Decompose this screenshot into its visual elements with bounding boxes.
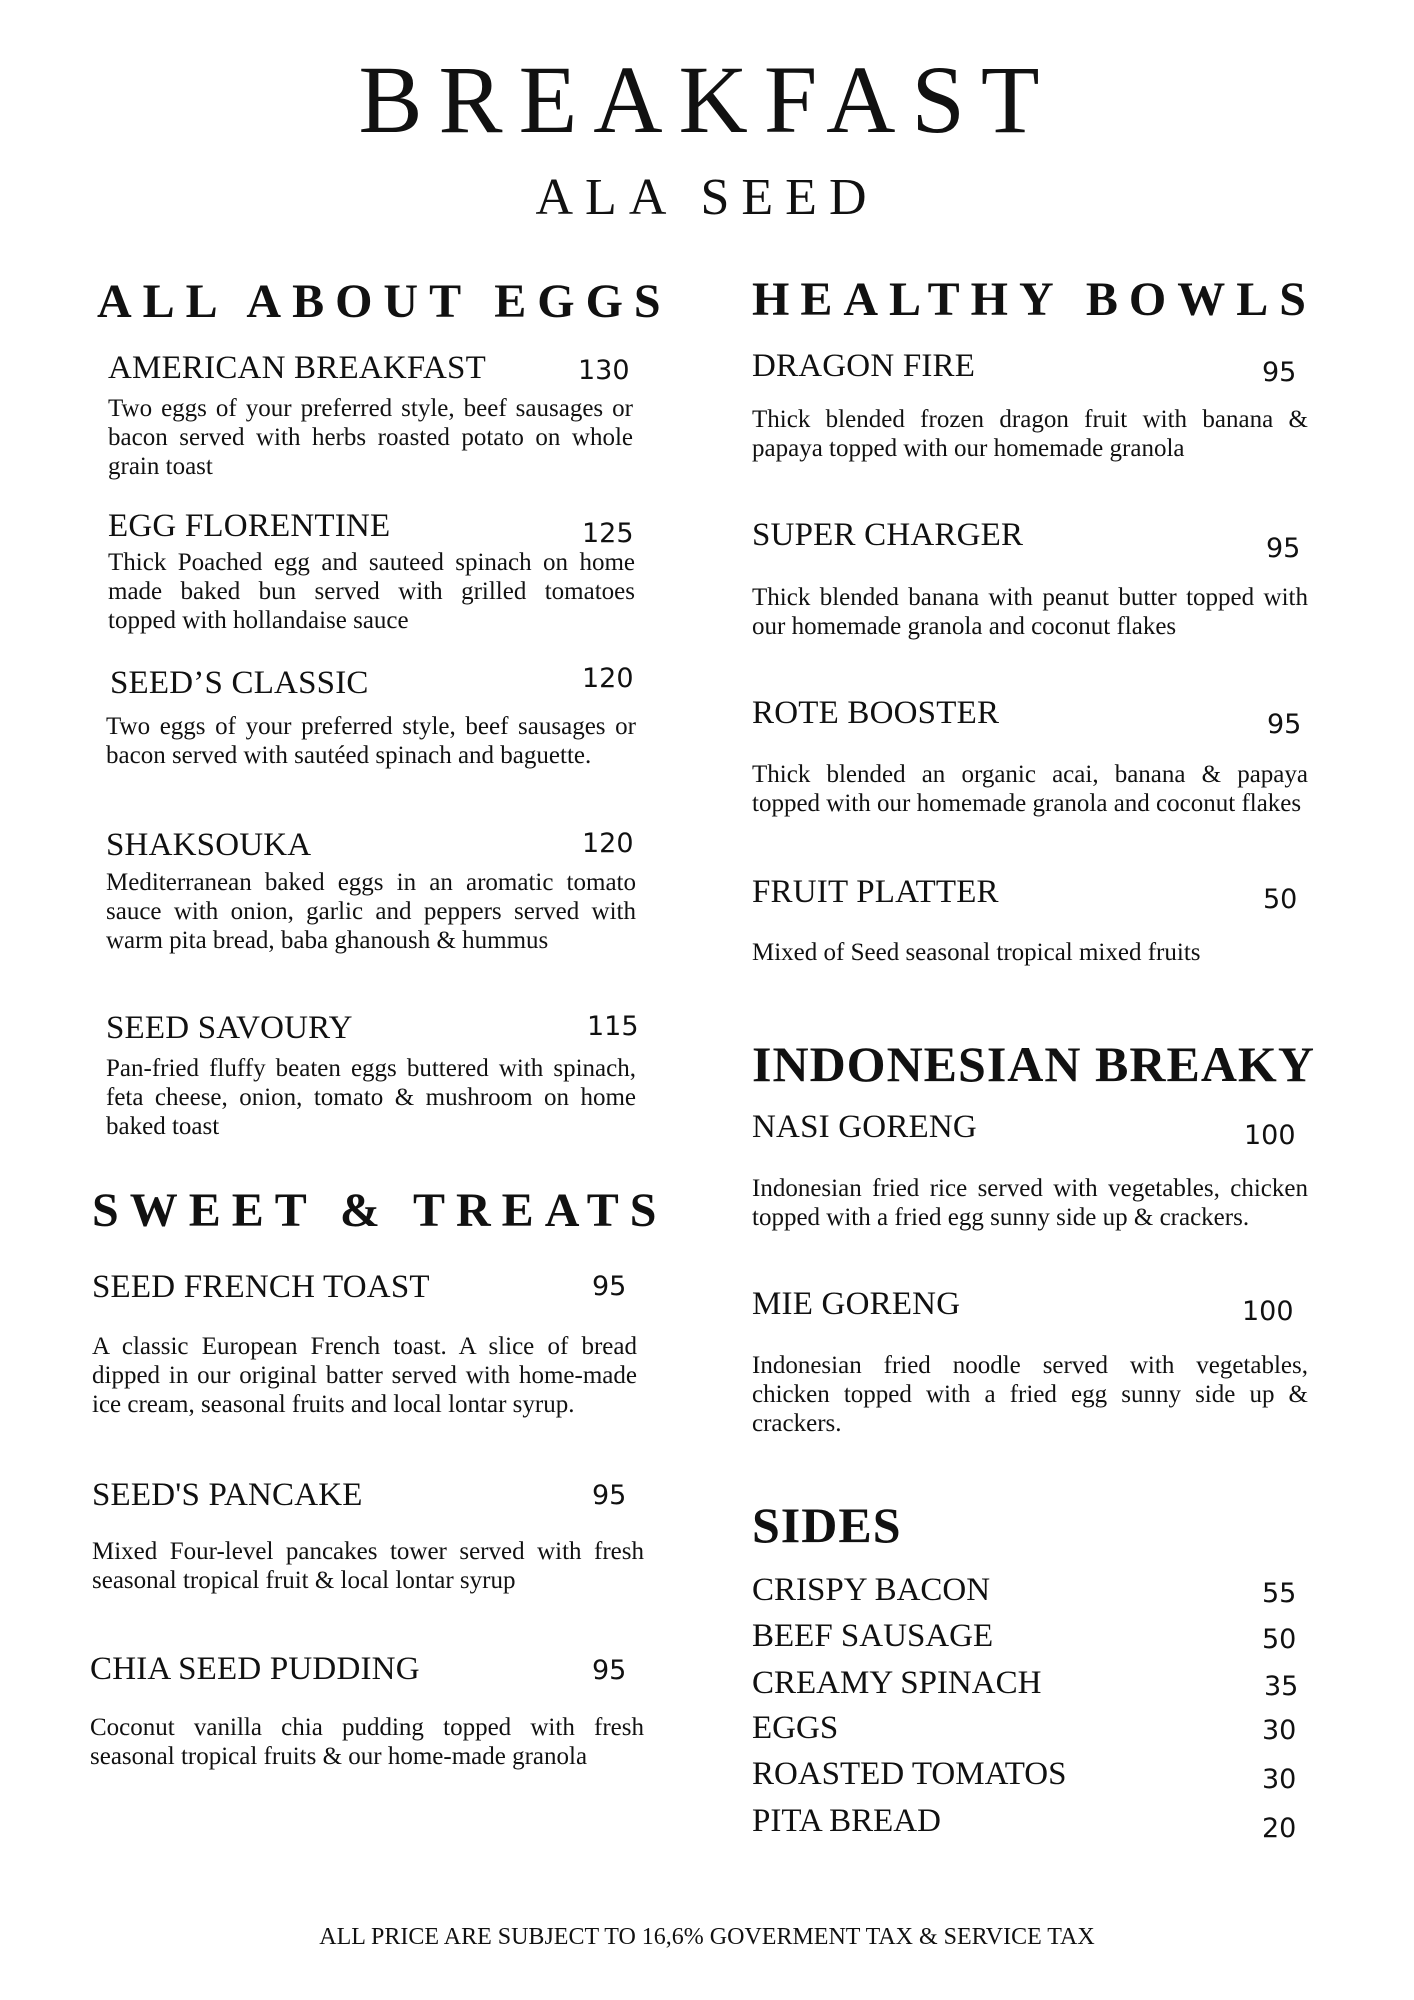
item-description: Two eggs of your preferred style, beef sausages or bacon served with herbs roasted potato on whole grain toast — [108, 395, 633, 480]
item-price: 55 — [1262, 1578, 1297, 1609]
item-price: 50 — [1262, 1624, 1297, 1655]
item-name: EGG FLORENTINE — [108, 508, 391, 544]
item-description: A classic European French toast. A slice of bread dipped in our original batter served with home-made ice cream, seasonal fruits and local lontar syrup. — [92, 1333, 637, 1418]
item-price: 95 — [592, 1480, 627, 1511]
item-name: CHIA SEED PUDDING — [90, 1651, 420, 1687]
item-price: 120 — [582, 663, 634, 694]
item-price: 30 — [1262, 1764, 1297, 1795]
item-name: ROASTED TOMATOS — [752, 1756, 1067, 1792]
item-price: 125 — [582, 518, 634, 549]
item-description: Thick blended an organic acai, banana & papaya topped with our homemade granola and coconut flakes — [752, 761, 1308, 817]
item-price: 120 — [582, 828, 634, 859]
item-price: 95 — [1266, 533, 1301, 564]
item-price: 35 — [1264, 1671, 1299, 1702]
item-price: 95 — [1267, 709, 1302, 740]
item-description: Indonesian fried rice served with vegetables, chicken topped with a fried egg sunny side up & crackers. — [752, 1175, 1308, 1231]
item-price: 130 — [578, 355, 630, 386]
item-name: EGGS — [752, 1710, 839, 1746]
item-name: CREAMY SPINACH — [752, 1665, 1042, 1701]
item-name: SEED FRENCH TOAST — [92, 1269, 430, 1305]
item-name: MIE GORENG — [752, 1286, 961, 1322]
item-description: Thick Poached egg and sauteed spinach on home made baked bun served with grilled tomatoes topped with hollandaise sauce — [108, 549, 635, 634]
section-title: ALL ABOUT EGGS — [97, 275, 672, 328]
section-title: SIDES — [752, 1497, 902, 1553]
item-price: 95 — [1262, 357, 1297, 388]
item-name: SEED SAVOURY — [106, 1010, 353, 1046]
section-title: SWEET & TREATS — [92, 1184, 668, 1237]
tax-notice: ALL PRICE ARE SUBJECT TO 16,6% GOVERMENT TAX & SERVICE TAX — [319, 1924, 1095, 1950]
item-description: Coconut vanilla chia pudding topped with fresh seasonal tropical fruits & our home-made granola — [90, 1714, 644, 1770]
item-description: Pan-fried fluffy beaten eggs buttered with spinach, feta cheese, onion, tomato & mushroom on home baked toast — [106, 1055, 636, 1140]
item-name: BEEF SAUSAGE — [752, 1618, 994, 1654]
item-name: SHAKSOUKA — [106, 827, 312, 863]
item-description: Indonesian fried noodle served with vegetables, chicken topped with a fried egg sunny side up & crackers. — [752, 1352, 1308, 1437]
item-price: 50 — [1263, 884, 1298, 915]
item-price: 20 — [1262, 1813, 1297, 1844]
item-name: SEED'S PANCAKE — [92, 1477, 363, 1513]
item-price: 115 — [587, 1011, 639, 1042]
section-title: HEALTHY BOWLS — [752, 273, 1317, 326]
item-name: SEED’S CLASSIC — [110, 665, 369, 701]
item-description: Two eggs of your preferred style, beef sausages or bacon served with sautéed spinach and baguette. — [106, 713, 636, 769]
menu-title: BREAKFAST — [358, 46, 1056, 153]
item-name: CRISPY BACON — [752, 1572, 991, 1608]
item-price: 95 — [592, 1271, 627, 1302]
item-name: NASI GORENG — [752, 1109, 977, 1145]
item-description: Thick blended frozen dragon fruit with banana & papaya topped with our homemade granola — [752, 406, 1308, 462]
menu-subtitle: ALA SEED — [535, 169, 879, 226]
item-name: PITA BREAD — [752, 1803, 941, 1839]
item-description: Mixed of Seed seasonal tropical mixed fruits — [752, 939, 1201, 966]
section-title: INDONESIAN BREAKY — [752, 1036, 1315, 1092]
item-description: Mediterranean baked eggs in an aromatic tomato sauce with onion, garlic and peppers served with warm pita bread, baba ghanoush & hummus — [106, 869, 636, 954]
item-name: FRUIT PLATTER — [752, 874, 999, 910]
item-name: ROTE BOOSTER — [752, 695, 1000, 731]
item-name: AMERICAN BREAKFAST — [108, 350, 486, 386]
item-price: 95 — [592, 1655, 627, 1686]
item-description: Thick blended banana with peanut butter topped with our homemade granola and coconut flakes — [752, 584, 1308, 640]
item-price: 30 — [1262, 1715, 1297, 1746]
item-price: 100 — [1242, 1296, 1294, 1327]
item-price: 100 — [1244, 1120, 1296, 1151]
item-description: Mixed Four-level pancakes tower served with fresh seasonal tropical fruit & local lontar syrup — [92, 1538, 644, 1594]
item-name: DRAGON FIRE — [752, 348, 976, 384]
item-name: SUPER CHARGER — [752, 517, 1024, 553]
